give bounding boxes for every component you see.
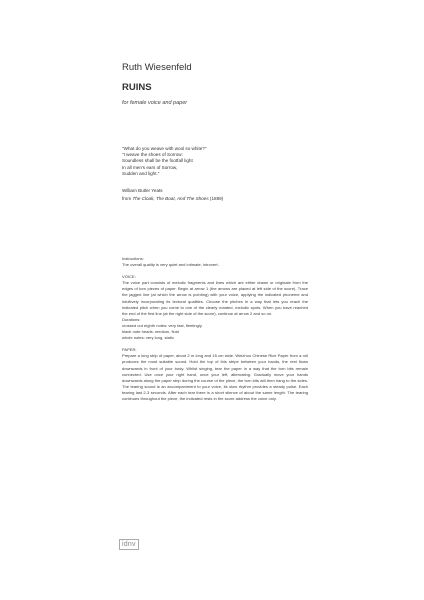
poem-line: "What do you weave with wool so white?" bbox=[122, 146, 207, 151]
source-title: The Cloak, The Boat, And The Shoes bbox=[132, 196, 209, 202]
composer-name: Ruth Wiesenfeld bbox=[122, 62, 192, 73]
poem-epigraph bbox=[122, 146, 206, 177]
publisher-logo: idnv bbox=[119, 539, 139, 550]
source-year: (1889) bbox=[208, 196, 224, 202]
work-subtitle: for female voice and paper bbox=[122, 100, 188, 106]
paper-heading: PAPER: bbox=[122, 347, 137, 353]
poem-attribution bbox=[122, 187, 223, 204]
poem-line: Soundless shall be the footfall light bbox=[122, 158, 193, 164]
paper-text: Prepare a long strip of paper, about 2 m long and 15 cm wide. Weizhou Chinese Rice Paper from a roll produces the most suitable sound. Hold the top of this stripe between your hands, the rest flows downwards in front of your body. Whilst singing, tear the paper in a way that the torn bits remain connected. Use once your right hand, once your left, alternating. Gradually move your hands downwards along the paper strip during the course of the piece, the torn bits will then hang to the sides. The tearing sound is an accompaniment to your voice, its slow rhythm provides a steady pulse. Each tearing last 2-3 seconds. After each tear there is a short silence of about the same length. The tearing continues throughout the piece, the indicated rests in the score address the voice only. bbox=[122, 353, 308, 401]
poem-line: "I weave the shoes of Sorrow: bbox=[122, 152, 183, 158]
duration-item: crossed out eighth notes: very fast, fleetingly bbox=[122, 322, 202, 328]
source-prefix: from bbox=[122, 196, 133, 202]
work-title: RUINS bbox=[122, 82, 152, 93]
poem-author: William Butler Yeats bbox=[122, 188, 163, 193]
instructions-overall: The overall quality is very quiet and intimate, introvert. bbox=[122, 262, 219, 268]
instructions-heading: Instructions: bbox=[122, 256, 144, 261]
poem-line: Sudden and light." bbox=[122, 170, 160, 176]
durations-heading: Durations: bbox=[122, 316, 141, 322]
duration-item: whole notes: very long, static bbox=[122, 335, 174, 341]
voice-heading: VOICE: bbox=[122, 274, 136, 280]
voice-text: The voice part consists of melodic fragments and lines which are either drawn or originate from the edges of torn pieces of paper. Begin at arrow 1 (the arrows are placed at left side of the score). Trace the jagged line (at which the arrow is pointing) with your voice, applying the indicated phoneme and intuitively incorporating its textural qualities. Choose the pitches in a way that lets you reach the indicated pitch when you come to one of the clearly notated, melodic spots. When you have reached the end of the first line (at the right side of the score), continue at arrow 2 and so on. bbox=[122, 280, 308, 316]
poem-source bbox=[122, 195, 223, 203]
performance-instructions bbox=[122, 256, 308, 402]
duration-item: black note heads: medium, fluid bbox=[122, 329, 179, 335]
poem-line: In all men's ears of Sorrow, bbox=[122, 164, 178, 170]
